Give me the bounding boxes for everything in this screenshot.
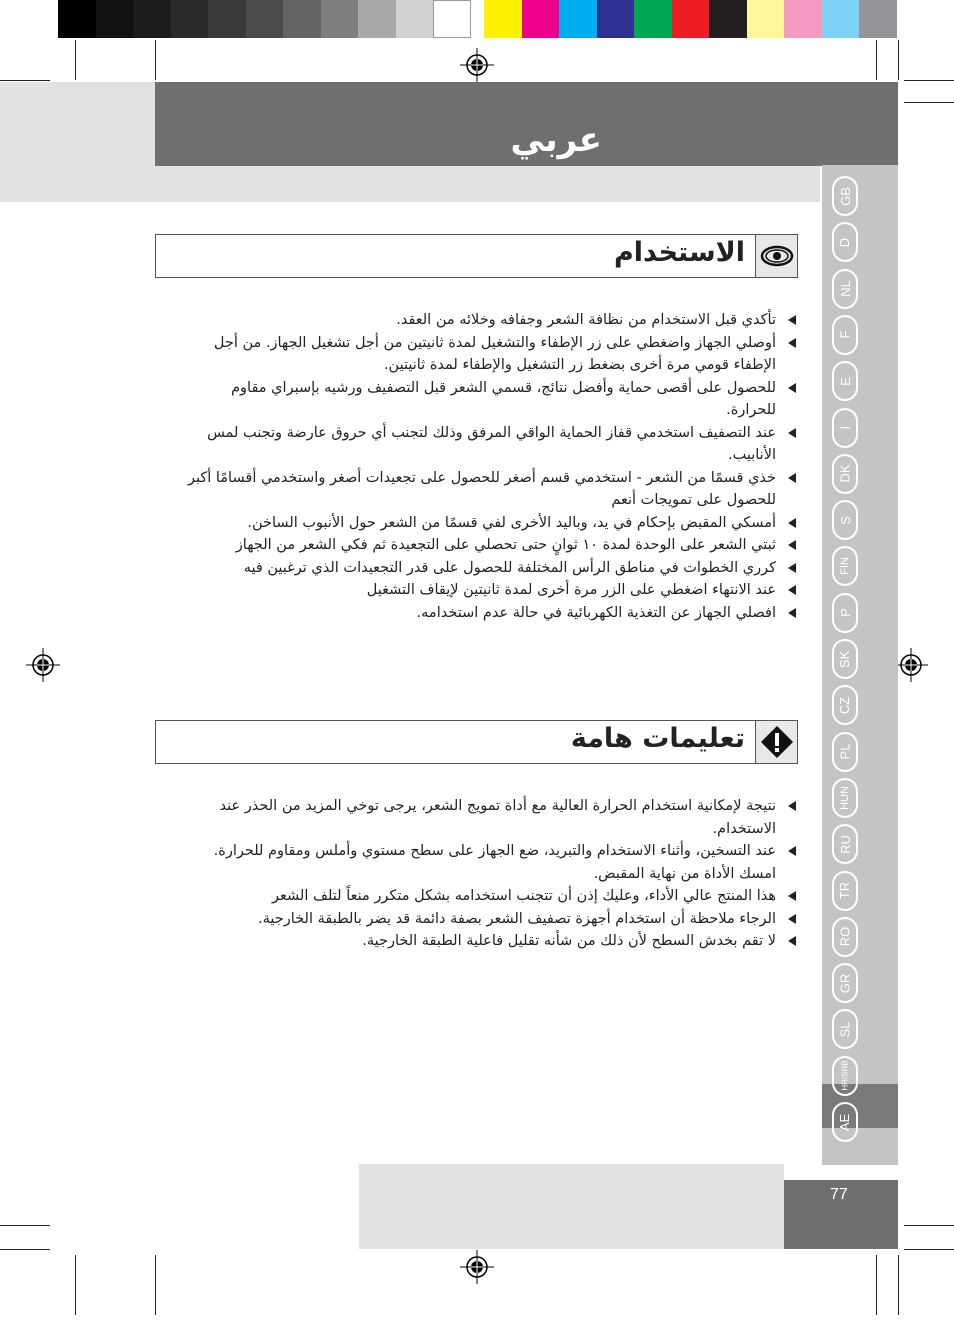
color-swatch xyxy=(634,0,672,38)
bullet-triangle-icon xyxy=(788,383,796,393)
crop-mark xyxy=(155,40,156,80)
language-code: GB xyxy=(837,186,853,206)
language-tab-cz[interactable] xyxy=(832,685,858,725)
color-swatch xyxy=(597,0,635,38)
language-tab-e[interactable] xyxy=(832,361,858,401)
bullet-triangle-icon xyxy=(788,846,796,856)
bullet-triangle-icon xyxy=(788,608,796,618)
color-swatch xyxy=(559,0,597,38)
language-code: RO xyxy=(837,927,853,947)
list-item-text: عند التصفيف استخدمي قفاز الحماية الواقي المرفق وذلك لتجنب أي حروق عارضة وتجنب لمس الأنابيب. xyxy=(207,424,776,463)
warning-icon xyxy=(755,721,797,763)
crop-mark xyxy=(155,1255,156,1315)
list-item xyxy=(178,885,778,908)
color-swatch xyxy=(208,0,246,38)
bullet-triangle-icon xyxy=(788,563,796,573)
bullet-triangle-icon xyxy=(788,936,796,946)
crop-mark xyxy=(75,1255,76,1315)
language-tab-ae[interactable] xyxy=(832,1102,858,1142)
language-tab-ru[interactable] xyxy=(832,824,858,864)
eye-icon xyxy=(755,235,797,277)
list-item xyxy=(178,579,778,602)
language-tab-s[interactable] xyxy=(832,500,858,540)
crop-mark xyxy=(75,40,76,80)
language-code: P xyxy=(837,608,853,618)
bullet-triangle-icon xyxy=(788,914,796,924)
crop-mark xyxy=(876,1255,877,1315)
color-swatch xyxy=(484,0,522,38)
language-tab-gr[interactable] xyxy=(832,963,858,1003)
color-swatch xyxy=(283,0,321,38)
color-swatch xyxy=(859,0,897,38)
section-title: تعليمات هامة xyxy=(570,723,745,754)
bullet-triangle-icon xyxy=(788,540,796,550)
list-item xyxy=(178,795,778,840)
language-tab-hr-srb[interactable] xyxy=(832,1056,858,1096)
list-item-text: للحصول على أقصى حماية وأفضل نتائج، قسمي الشعر قبل التصفيف ورشيه بإسبراي مقاوم للحرارة. xyxy=(231,379,776,418)
bullet-triangle-icon xyxy=(788,315,796,325)
list-item-text: نتيجة لإمكانية استخدام الحرارة العالية مع أداة تمويج الشعر، يرجى توخي المزيد من الحذر عند الاستخدام. xyxy=(219,798,776,837)
registration-mark-icon xyxy=(460,48,494,82)
list-item xyxy=(178,512,778,535)
list-item xyxy=(178,467,778,512)
list-item-text: أمسكي المقبض بإحكام في يد، وباليد الأخرى لفي قسمًا من الشعر حول الأنبوب الساخن. xyxy=(247,514,776,531)
list-item-text: الرجاء ملاحظة أن استخدام أجهزة تصفيف الشعر بصفة دائمة قد يضر بالطبقة الخارجية. xyxy=(258,910,776,927)
color-swatch xyxy=(321,0,359,38)
language-code: I xyxy=(837,425,853,430)
list-item xyxy=(178,557,778,580)
language-tab-p[interactable] xyxy=(832,593,858,633)
language-code: S xyxy=(837,515,853,525)
section-title: الاستخدام xyxy=(613,237,745,268)
crop-mark xyxy=(0,1225,50,1226)
language-tab-d[interactable] xyxy=(832,222,858,262)
color-swatch xyxy=(133,0,171,38)
language-code: SK xyxy=(837,650,853,668)
usage-list xyxy=(178,309,778,624)
crop-mark xyxy=(0,80,50,81)
language-code: FIN xyxy=(838,557,851,576)
language-code: E xyxy=(837,376,853,386)
color-swatch xyxy=(822,0,860,38)
bullet-triangle-icon xyxy=(788,518,796,528)
color-swatch xyxy=(433,0,471,38)
language-code: D xyxy=(837,237,853,247)
color-swatch xyxy=(358,0,396,38)
page-number: 77 xyxy=(830,1186,848,1203)
color-swatch xyxy=(709,0,747,38)
language-tab-nl[interactable] xyxy=(832,269,858,309)
language-code: SL xyxy=(837,1021,853,1038)
bullet-triangle-icon xyxy=(788,891,796,901)
bullet-triangle-icon xyxy=(788,428,796,438)
language-code: CZ xyxy=(837,696,853,714)
language-code: DK xyxy=(837,464,853,483)
bullet-triangle-icon xyxy=(788,801,796,811)
language-tab-dk[interactable] xyxy=(832,454,858,494)
language-code: F xyxy=(837,330,853,339)
important-list xyxy=(178,795,778,953)
crop-mark xyxy=(898,40,899,80)
crop-mark xyxy=(904,102,954,103)
crop-mark xyxy=(904,1249,954,1250)
language-code: AE xyxy=(837,1113,853,1131)
language-tab-ro[interactable] xyxy=(832,917,858,957)
list-item-text: هذا المنتج عالي الأداء، وعليك إذن أن تتجنب استخدامه بشكل متكرر منعاً لتلف الشعر xyxy=(272,888,776,904)
list-item xyxy=(178,840,778,885)
footer-background xyxy=(359,1164,784,1249)
crop-mark xyxy=(904,1225,954,1226)
language-tab-f[interactable] xyxy=(832,315,858,355)
section-header-important xyxy=(155,720,798,764)
list-item xyxy=(178,309,778,332)
language-code: PL xyxy=(837,743,853,760)
language-code: TR xyxy=(837,881,853,900)
list-item-text: تأكدي قبل الاستخدام من نظافة الشعر وجفافه وخلائه من العقد. xyxy=(396,312,776,328)
color-swatch xyxy=(747,0,785,38)
language-code: HUN xyxy=(839,785,851,810)
list-item-text: ثبتي الشعر على الوحدة لمدة ١٠ ثوانٍ حتى تحصلي على التجعيدة ثم فكي الشعر من الجهاز xyxy=(235,537,776,553)
language-tab-sk[interactable] xyxy=(832,639,858,679)
section-header-usage xyxy=(155,234,798,278)
language-tab-gb[interactable] xyxy=(832,176,858,216)
list-item xyxy=(178,332,778,377)
bullet-triangle-icon xyxy=(788,473,796,483)
color-swatch xyxy=(784,0,822,38)
list-item-text: كرري الخطوات في مناطق الرأس المختلفة للحصول على قدر التجعيدات الذي ترغبين فيه xyxy=(243,559,776,576)
crop-mark xyxy=(0,1249,50,1250)
list-item-text: لا تقم بخدش السطح لأن ذلك من شأنه تقليل فاعلية الطبقة الخارجية. xyxy=(362,933,776,949)
list-item-text: خذي قسمًا من الشعر - استخدمي قسم أصغر للحصول على تجعيدات أصغر واستخدمي أقسامًا أكبر للحصول على تمويجات أنعم xyxy=(187,469,776,508)
crop-mark xyxy=(898,1255,899,1315)
list-item xyxy=(178,602,778,625)
language-tab-sl[interactable] xyxy=(832,1009,858,1049)
list-item xyxy=(178,422,778,467)
color-swatch xyxy=(96,0,134,38)
registration-mark-icon xyxy=(894,648,928,682)
color-swatch xyxy=(522,0,560,38)
color-swatch xyxy=(58,0,96,38)
list-item xyxy=(178,908,778,931)
language-code: RU xyxy=(837,834,853,854)
registration-mark-icon xyxy=(26,648,60,682)
crop-mark xyxy=(904,80,954,81)
color-swatch xyxy=(672,0,710,38)
page-title: عربي xyxy=(510,120,602,160)
crop-mark xyxy=(876,40,877,80)
registration-mark-icon xyxy=(460,1250,494,1284)
language-code: HR/SRB xyxy=(840,1060,850,1091)
language-tab-hun[interactable] xyxy=(832,778,858,818)
language-tab-tr[interactable] xyxy=(832,871,858,911)
language-tab-pl[interactable] xyxy=(832,732,858,772)
list-item xyxy=(178,930,778,953)
language-code: GR xyxy=(837,973,853,993)
language-tab-i[interactable] xyxy=(832,408,858,448)
language-code: NL xyxy=(837,280,853,297)
color-swatch xyxy=(246,0,284,38)
list-item xyxy=(178,377,778,422)
list-item xyxy=(178,534,778,557)
list-item-text: افصلي الجهاز عن التغذية الكهربائية في حالة عدم استخدامه. xyxy=(416,604,776,621)
list-item-text: أوصلي الجهاز واضغطي على زر الإطفاء والتشغيل لمدة ثانيتين من أجل تشغيل الجهاز. من أجل الإطفاء قومي مرة أخرى بضغط زر التشغيل والإطفاء لمدة ثانيتين. xyxy=(213,334,776,373)
list-item-text: عند الانتهاء اضغطي على الزر مرة أخرى لمدة ثانيتين لإيقاف التشغيل xyxy=(366,582,776,598)
list-item-text: عند التسخين، وأثناء الاستخدام والتبريد، ضع الجهاز على سطح مستوي وأملس ومقاوم للحرارة. امسك الأداة من نهاية المقبض. xyxy=(213,843,776,882)
language-tab-fin[interactable] xyxy=(832,546,858,586)
bullet-triangle-icon xyxy=(788,585,796,595)
color-swatch xyxy=(396,0,434,38)
color-swatch xyxy=(171,0,209,38)
bullet-triangle-icon xyxy=(788,338,796,348)
